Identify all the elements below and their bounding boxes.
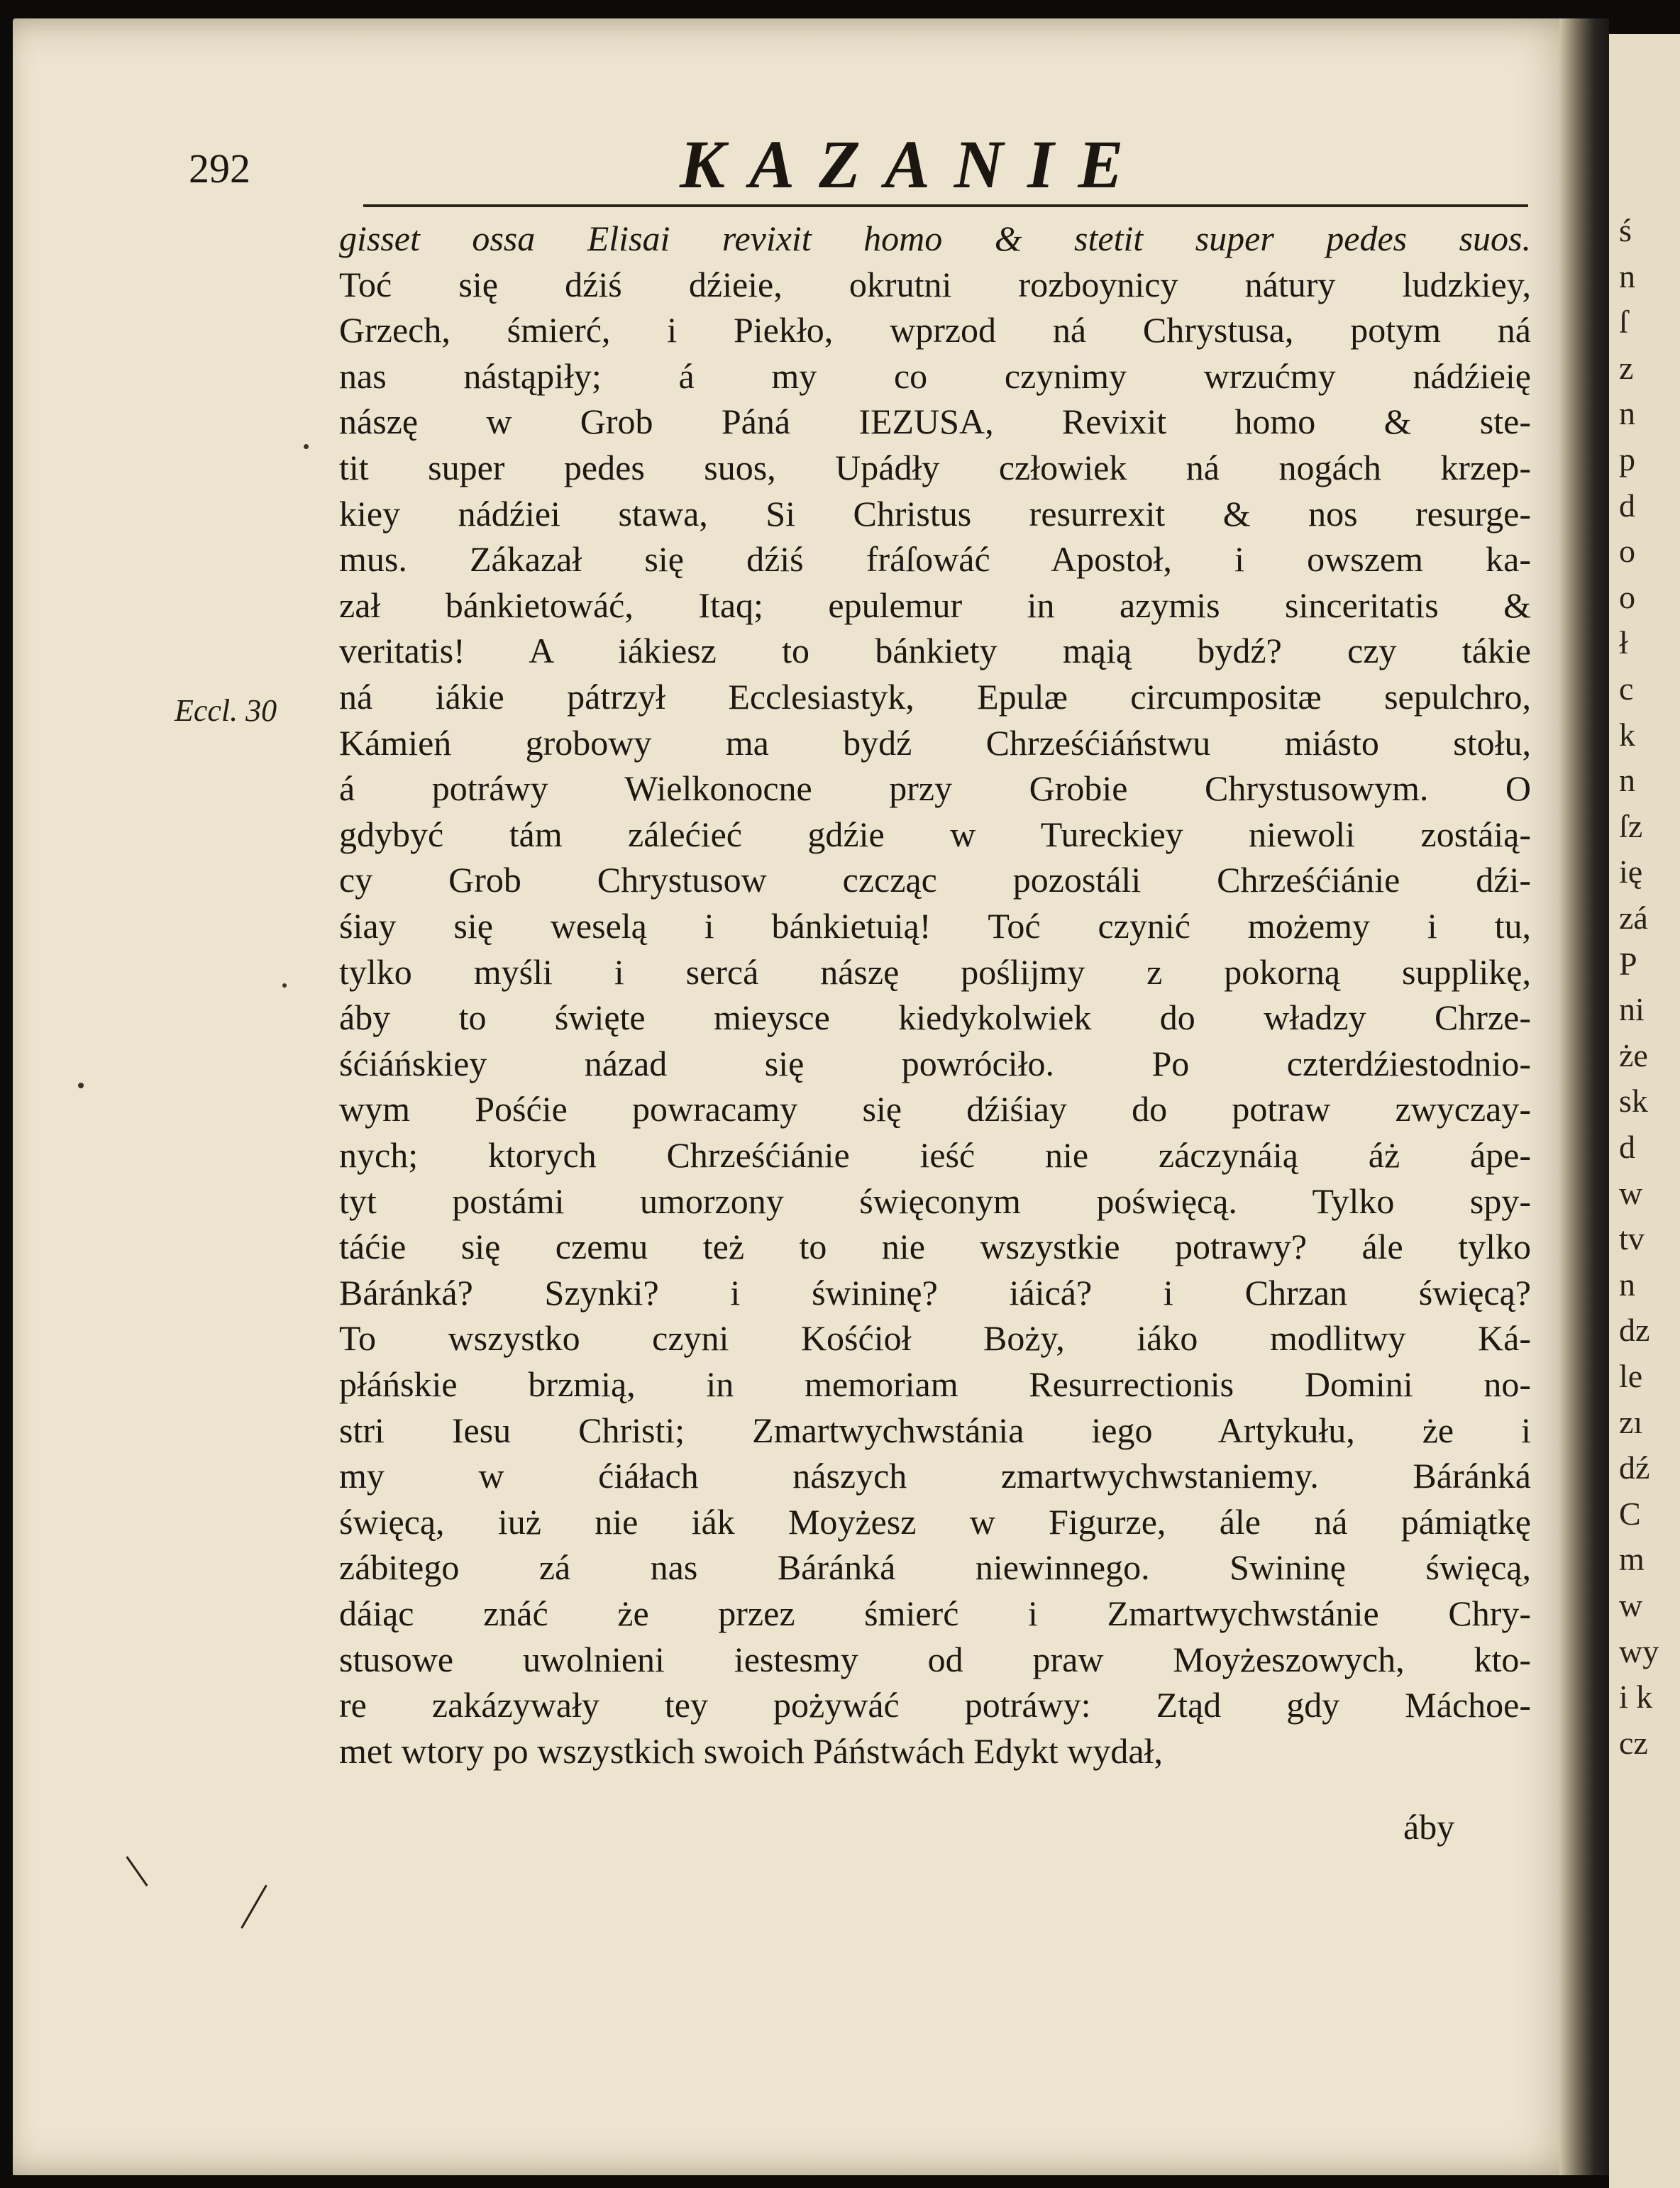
facing-page-char: sk: [1619, 1083, 1648, 1120]
text-line: kiey nádźiei stawa, Si Christus resurrexit & nos resurge-: [339, 493, 1531, 534]
page-number: 292: [189, 145, 250, 192]
text-line: táćie się czemu też to nie wszystkie potrawy? ále tylko: [339, 1227, 1531, 1267]
facing-page-char: ś: [1619, 212, 1632, 248]
facing-page-char: m: [1619, 1541, 1645, 1578]
facing-page-char: ł: [1619, 624, 1628, 661]
facing-page-char: n: [1619, 762, 1635, 799]
facing-page-char: z: [1619, 349, 1634, 386]
text-line: płáńskie brzmią, in memoriam Resurrectionis Domini no-: [339, 1364, 1531, 1404]
text-line: stri Iesu Christi; Zmartwychwstánia iego Artykułu, że i: [339, 1410, 1531, 1450]
facing-page-char: ię: [1619, 853, 1643, 890]
facing-page-char: że: [1619, 1037, 1648, 1073]
text-line: nych; ktorych Chrześćiánie ieść nie záczynáią áż ápe-: [339, 1135, 1531, 1175]
paper-mark: [126, 1856, 148, 1886]
text-line: Grzech, śmierć, i Piekło, wprzod ná Chrystusa, potym ná: [339, 310, 1531, 350]
facing-page-char: cz: [1619, 1724, 1648, 1761]
facing-page-char: n: [1619, 395, 1635, 432]
text-line: święcą, iuż nie iák Moyżesz w Figurze, ále ná pámiątkę: [339, 1501, 1531, 1542]
text-line: gdybyć tám zálećieć gdźie w Tureckiey niewoli zostáią-: [339, 814, 1531, 854]
text-line: nas nástąpiły; á my co czynimy wrzućmy nádźieię: [339, 355, 1531, 396]
text-line: tyt postámi umorzony święconym poświęcą. Tylko spy-: [339, 1181, 1531, 1221]
facing-page-char: zı: [1619, 1403, 1643, 1440]
facing-page-char: C: [1619, 1495, 1641, 1532]
text-line: wym Pośćie powracamy się dźiśiay do potraw zwyczay-: [339, 1089, 1531, 1129]
margin-note: Eccl. 30: [175, 693, 277, 728]
text-line: áby to święte mieysce kiedykolwiek do władzy Chrze-: [339, 998, 1531, 1038]
text-line: tit super pedes suos, Upádły człowiek ná nogách krzep-: [339, 448, 1531, 487]
running-head: KAZANIE: [680, 126, 1148, 202]
text-line: gisset ossa Elisai revixit homo & stetit super pedes suos.: [339, 219, 1531, 258]
facing-page-char: ſz: [1619, 807, 1643, 844]
ink-speck: [78, 1083, 84, 1088]
text-line: śiay się weselą i bánkietuią! Toć czynić możemy i tu,: [339, 906, 1531, 946]
paper-mark: [241, 1884, 267, 1928]
facing-page-char: dz: [1619, 1312, 1650, 1349]
facing-page-char: n: [1619, 1266, 1635, 1303]
text-line: cy Grob Chrystusow czcząc pozostáli Chrześćiánie dźi-: [339, 860, 1531, 900]
text-line: zał bánkietowáć, Itaq; epulemur in azymis sinceritatis &: [339, 585, 1531, 625]
facing-page-char: tv: [1619, 1220, 1645, 1257]
text-line: śćiáńskiey názad się powróciło. Po czterdźiestodnio-: [339, 1043, 1531, 1083]
facing-page-char: ni: [1619, 991, 1645, 1028]
facing-page-char: c: [1619, 670, 1634, 707]
facing-page-char: o: [1619, 533, 1635, 570]
text-line: zábitego zá nas Báránká niewinnego. Swininę święcą,: [339, 1547, 1531, 1588]
facing-page-char: zá: [1619, 900, 1648, 936]
text-line: tylko myśli i sercá nászę poślijmy z pokorną supplikę,: [339, 951, 1531, 992]
text-line: stusowe uwolnieni iestesmy od praw Moyżeszowych, kto-: [339, 1639, 1531, 1679]
header-rule: [363, 204, 1528, 207]
text-line: my w ćiáłach nászych zmartwychwstaniemy. Báránká: [339, 1456, 1531, 1496]
facing-page-char: dź: [1619, 1449, 1650, 1486]
text-line: nászę w Grob Páná IEZUSA, Revixit homo & ste-: [339, 402, 1531, 442]
facing-page-char: d: [1619, 487, 1635, 524]
text-line: Báránká? Szynki? i świninę? iáicá? i Chrzan święcą?: [339, 1272, 1531, 1313]
facing-page-char: le: [1619, 1358, 1643, 1394]
ink-speck: [304, 444, 309, 449]
ink-speck: [282, 983, 287, 988]
catchword: áby: [1403, 1807, 1455, 1847]
facing-page-char: wy: [1619, 1632, 1659, 1669]
facing-page-char: w: [1619, 1174, 1643, 1211]
text-line: dáiąc znáć że przez śmierć i Zmartwychwstánie Chry-: [339, 1593, 1531, 1633]
book-gutter: [1559, 18, 1609, 2175]
text-line: met wtory po wszystkich swoich Páństwách Edykt wydał,: [339, 1730, 1163, 1771]
text-line: Toć się dźiś dźieie, okrutni rozboynicy nátury ludzkiey,: [339, 264, 1531, 304]
text-line: Kámień grobowy ma bydź Chrześćiáństwu miásto stołu,: [339, 722, 1531, 763]
text-line: mus. Zákazał się dźiś fráſowáć Apostoł, i owszem ka-: [339, 539, 1531, 580]
facing-page-char: ſ: [1619, 304, 1628, 341]
facing-page-char: P: [1619, 945, 1637, 982]
text-line: veritatis! A iákiesz to bánkiety mąią bydź? czy tákie: [339, 631, 1531, 671]
text-line: á potráwy Wielkonocne przy Grobie Chrystusowym. O: [339, 768, 1531, 809]
facing-page-char: o: [1619, 578, 1635, 615]
text-line: re zakázywały tey pożywáć potráwy: Ztąd gdy Máchoe-: [339, 1685, 1531, 1725]
text-line: To wszystko czyni Kośćioł Boży, iáko modlitwy Ká-: [339, 1318, 1531, 1359]
facing-page-char: p: [1619, 441, 1635, 477]
facing-page-edge: [1609, 34, 1680, 2188]
text-line: ná iákie pátrzył Ecclesiastyk, Epulæ circumpositæ sepulchro,: [339, 677, 1531, 717]
facing-page-char: d: [1619, 1129, 1635, 1165]
book-page: [13, 18, 1588, 2175]
facing-page-char: w: [1619, 1587, 1643, 1623]
facing-page-char: k: [1619, 716, 1635, 753]
facing-page-char: i k: [1619, 1679, 1653, 1715]
facing-page-char: n: [1619, 258, 1635, 294]
